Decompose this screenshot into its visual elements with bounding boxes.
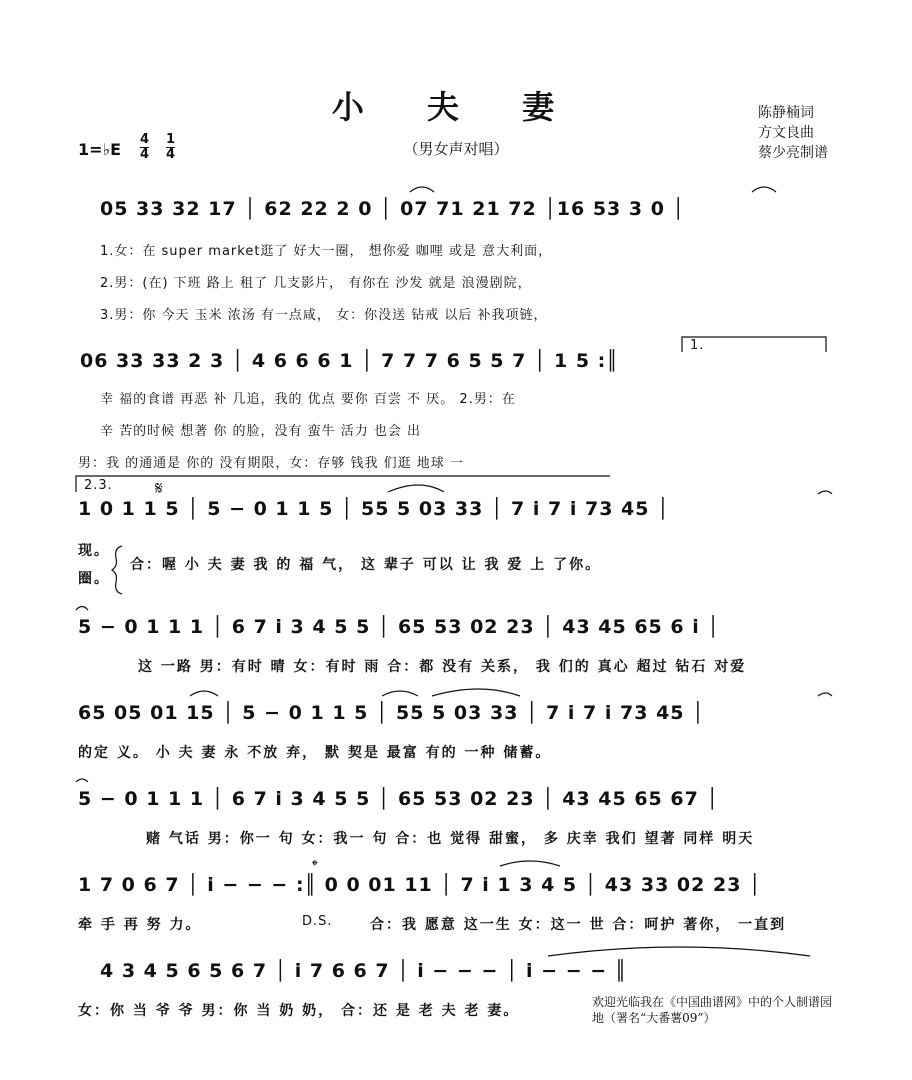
lyric-line-2-verse-2: 辛 苦的时候 想著 你 的脸，没有 蛮牛 活力 也会 出 bbox=[100, 424, 422, 439]
lyric-line-1-verse-3: 3.男：你 今天 玉米 浓汤 有一点咸， 女：你没送 钻戒 以后 补我项链， bbox=[100, 308, 548, 323]
lyric-line-1-verse-2: 2.男：(在) 下班 路上 租了 几支影片， 有你在 沙发 就是 浪漫剧院， bbox=[100, 276, 532, 291]
song-title: 小 夫 妻 bbox=[331, 88, 581, 126]
lyric-line-1-verse-1: 1.女：在 super market逛了 好大一圈， 想你爱 咖哩 或是 意大利面， bbox=[100, 244, 553, 259]
footer-note: 欢迎光临我在《中国曲谱网》中的个人制谱园地（署名“大番薯09”） bbox=[592, 995, 833, 1025]
tie-arc bbox=[548, 947, 810, 956]
notation-line-3: 1 0 1 1 5 │ 5 − 0 1 1 5 │ 55 5 03 33 │ 7 i 7 i 73 45 │ bbox=[78, 498, 670, 520]
tie-arc bbox=[818, 693, 832, 696]
composer-credit: 方文良曲 bbox=[758, 125, 814, 141]
song-subtitle: （男女声对唱） bbox=[403, 140, 509, 158]
dal-segno-mark: D.S. bbox=[302, 914, 333, 929]
notation-line-8: 4 3 4 5 6 5 6 7 │ i 7 6 6 7 │ i − − − │ i − − − ║ bbox=[100, 960, 628, 982]
tie-arc bbox=[432, 689, 520, 696]
arranger-credit: 蔡少亮制谱 bbox=[758, 145, 828, 161]
notation-line-1: 05 33 32 17 │ 62 22 2 0 │ 07 71 21 72 │16 53 3 0 │ bbox=[100, 198, 685, 220]
volta-1-bracket bbox=[682, 337, 826, 352]
tie-arc bbox=[500, 861, 560, 866]
lyric-line-3-ending-2: 圈。 bbox=[78, 571, 110, 587]
tie-arc bbox=[388, 485, 444, 492]
lyric-line-2-verse-1: 幸 福的食谱 再恶 补 几追，我的 优点 要你 百尝 不 厌。 2.男：在 bbox=[100, 392, 516, 407]
tie-arc bbox=[818, 491, 832, 494]
notation-line-4: 5 − 0 1 1 1 │ 6 7 i 3 4 5 5 │ 65 53 02 23 │ 43 45 65 6 i │ bbox=[78, 616, 720, 638]
tie-arc bbox=[752, 187, 776, 192]
lyric-line-2-verse-3: 男：我 的通通是 你的 没有期限，女：存够 钱我 们逛 地球 一 bbox=[78, 456, 464, 471]
volta-2-3-bracket bbox=[76, 476, 610, 492]
lyric-line-5: 的定 义。 小 夫 妻 永 不放 弃， 默 契是 最富 有的 一种 储蓄。 bbox=[78, 745, 552, 761]
notation-line-7: 1 7 0 6 7 │ i − − − :║ 0 0 01 11 │ 7 i 1 3 4 5 │ 43 33 02 23 │ bbox=[78, 874, 762, 896]
notation-line-5: 65 05 01 15 │ 5 − 0 1 1 5 │ 55 5 03 33 │ 7 i 7 i 73 45 │ bbox=[78, 702, 705, 724]
time-signature-1-4: 1 4 bbox=[166, 132, 176, 162]
brace-mark bbox=[112, 546, 122, 594]
volta-2-3-label: 2.3. bbox=[84, 478, 113, 493]
tie-arc bbox=[76, 779, 88, 782]
tie-arc bbox=[382, 691, 418, 696]
notation-line-2: 06 33 33 2 3 │ 4 6 6 6 1 │ 7 7 7 6 5 5 7 │ 1 5 :║ bbox=[80, 350, 619, 372]
lyric-line-6: 赌 气话 男：你一 句 女：我一 句 合：也 觉得 甜蜜， 多 庆幸 我们 望著 同样 明天 bbox=[146, 831, 755, 847]
lyric-line-7: 牵 手 再 努 力。 bbox=[78, 917, 202, 933]
coda-icon: 𝄌 bbox=[312, 856, 318, 875]
lyricist-credit: 陈静楠词 bbox=[758, 105, 814, 121]
tie-arc bbox=[76, 607, 88, 611]
lyric-line-3-ending-1: 现。 bbox=[78, 543, 110, 559]
segno-icon: 𝄋 bbox=[155, 478, 163, 499]
volta-1-label: 1. bbox=[690, 338, 705, 353]
key-signature: 1=♭E bbox=[78, 140, 122, 159]
lyric-line-7-chorus: 合：我 愿意 这一生 女：这一 世 合：呵护 著你， 一直到 bbox=[370, 917, 787, 933]
lyric-line-3: 合：喔 小 夫 妻 我 的 福 气， 这 辈子 可以 让 我 爱 上 了你。 bbox=[130, 557, 602, 573]
time-signature-4-4: 4 4 bbox=[140, 132, 150, 162]
tie-arc bbox=[190, 691, 218, 696]
tie-arc bbox=[410, 187, 434, 192]
lyric-line-8: 女：你 当 爷 爷 男：你 当 奶 奶， 合：还 是 老 夫 老 妻。 bbox=[78, 1003, 520, 1019]
notation-line-6: 5 − 0 1 1 1 │ 6 7 i 3 4 5 5 │ 65 53 02 23 │ 43 45 65 67 │ bbox=[78, 788, 719, 810]
lyric-line-4: 这 一路 男：有时 晴 女：有时 雨 合：都 没有 关系， 我 们的 真心 超过 钻石 对爱 bbox=[138, 659, 747, 675]
